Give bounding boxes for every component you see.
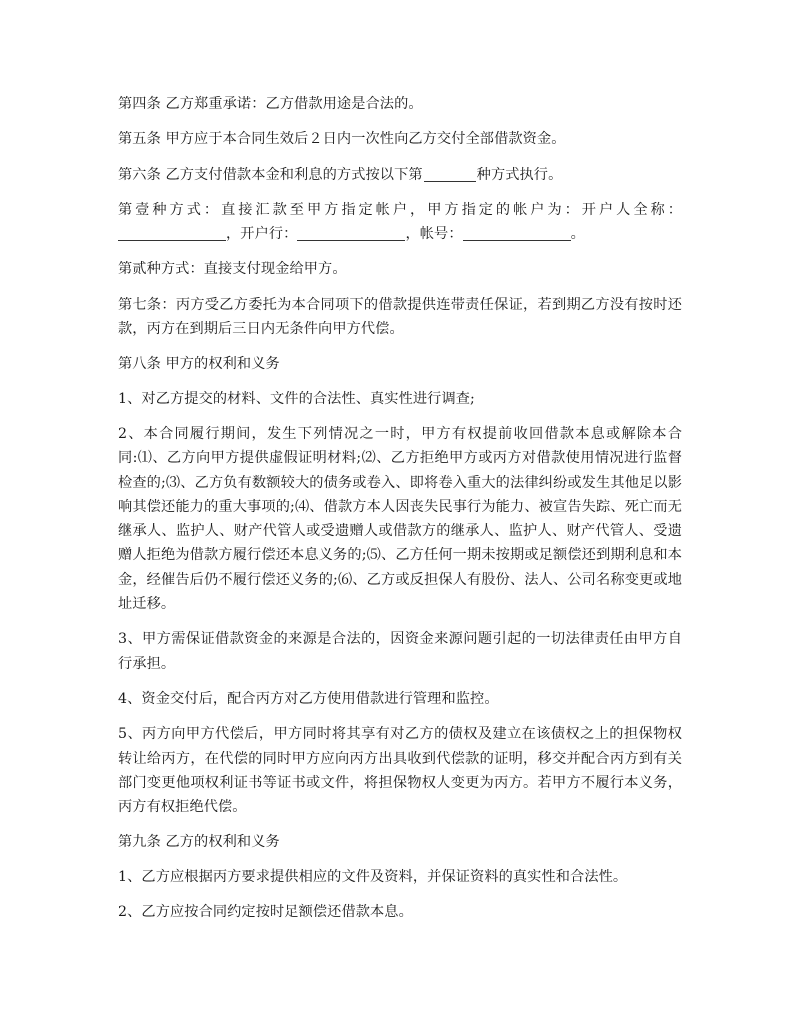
account-number-blank bbox=[463, 224, 571, 241]
article-6-text: 第六条 乙方支付借款本金和利息的方式按以下第 bbox=[118, 166, 423, 183]
article-6-text-end: 种方式执行。 bbox=[476, 166, 563, 183]
article-9-heading: 第九条 乙方的权利和义务 bbox=[118, 834, 280, 851]
method-1-end: 。 bbox=[570, 226, 585, 243]
article-8-item-1: 1、对乙方提交的材料、文件的合法性、真实性进行调查; bbox=[118, 390, 475, 407]
article-8-item-4: 4、资金交付后，配合丙方对乙方使用借款进行管理和监控。 bbox=[118, 690, 499, 707]
bank-blank bbox=[297, 224, 405, 241]
article-4: 第四条 乙方郑重承诺：乙方借款用途是合法的。 bbox=[118, 96, 423, 112]
article-7: 第七条：丙方受乙方委托为本合同项下的借款提供连带责任保证，若到期乙方没有按时还款，丙方在到期后三日内无条件向甲方代偿。 bbox=[118, 296, 682, 338]
article-8-heading: 第八条 甲方的权利和义务 bbox=[118, 356, 280, 373]
document-body bbox=[118, 92, 682, 935]
article-8-item-3: 3、甲方需保证借款资金的来源是合法的，因资金来源问题引起的一切法律责任由甲方自行承担。 bbox=[118, 631, 682, 672]
article-8-item-2: 2、本合同履行期间，发生下列情况之一时，甲方有权提前收回借款本息或解除本合同:⑴、乙方向甲方提供虚假证明材料;⑵、乙方拒绝甲方或丙方对借款使用情况进行监督检查的;⑶、乙方负有数额较大的债务或卷入、即将卷入重大的法律纠纷或发生其他足以影响其偿还能力的重大事项的;⑷、借款方本人因丧失民事行为能力、被宣告失踪、死亡而无继承人、监护人、财产代管人或受遗赠人或借款方的继承人、监护人、财产代管人、受遗赠人拒绝为借款方履行偿还本息义务的;⑸、乙方任何一期未按期或足额偿还到期利息和本金，经催告后仍不履行偿还义务的;⑹、乙方或反担保人有股份、法人、公司名称变更或地址迁移。 bbox=[118, 425, 682, 613]
account-holder-blank bbox=[118, 224, 226, 241]
article-9-item-2: 2、乙方应按合同约定按时足额偿还借款本息。 bbox=[118, 904, 413, 921]
method-number-blank bbox=[424, 165, 476, 182]
method-2: 第贰种方式：直接支付现金给甲方。 bbox=[118, 261, 347, 278]
article-9-item-1: 1、乙方应根据丙方要求提供相应的文件及资料，并保证资料的真实性和合法性。 bbox=[118, 868, 628, 885]
article-6 bbox=[118, 163, 682, 187]
article-5: 第五条 甲方应于本合同生效后２日内一次性向乙方交付全部借款资金。 bbox=[118, 131, 566, 148]
account-number-label: ，帐号： bbox=[405, 226, 463, 243]
method-1-text: 第壹种方式：直接汇款至甲方指定帐户，甲方指定的帐户为：开户人全称： bbox=[118, 201, 682, 218]
method-1 bbox=[118, 198, 682, 247]
article-8-item-5: 5、丙方向甲方代偿后，甲方同时将其享有对乙方的债权及建立在该债权之上的担保物权转让给丙方，在代偿的同时甲方应向丙方出具收到代偿款的证明，移交并配合丙方到有关部门变更他项权利证书等证书或文件，将担保物权人变更为丙方。若甲方不履行本义务，丙方有权拒绝代偿。 bbox=[118, 726, 682, 816]
bank-label: ，开户行： bbox=[226, 226, 298, 243]
